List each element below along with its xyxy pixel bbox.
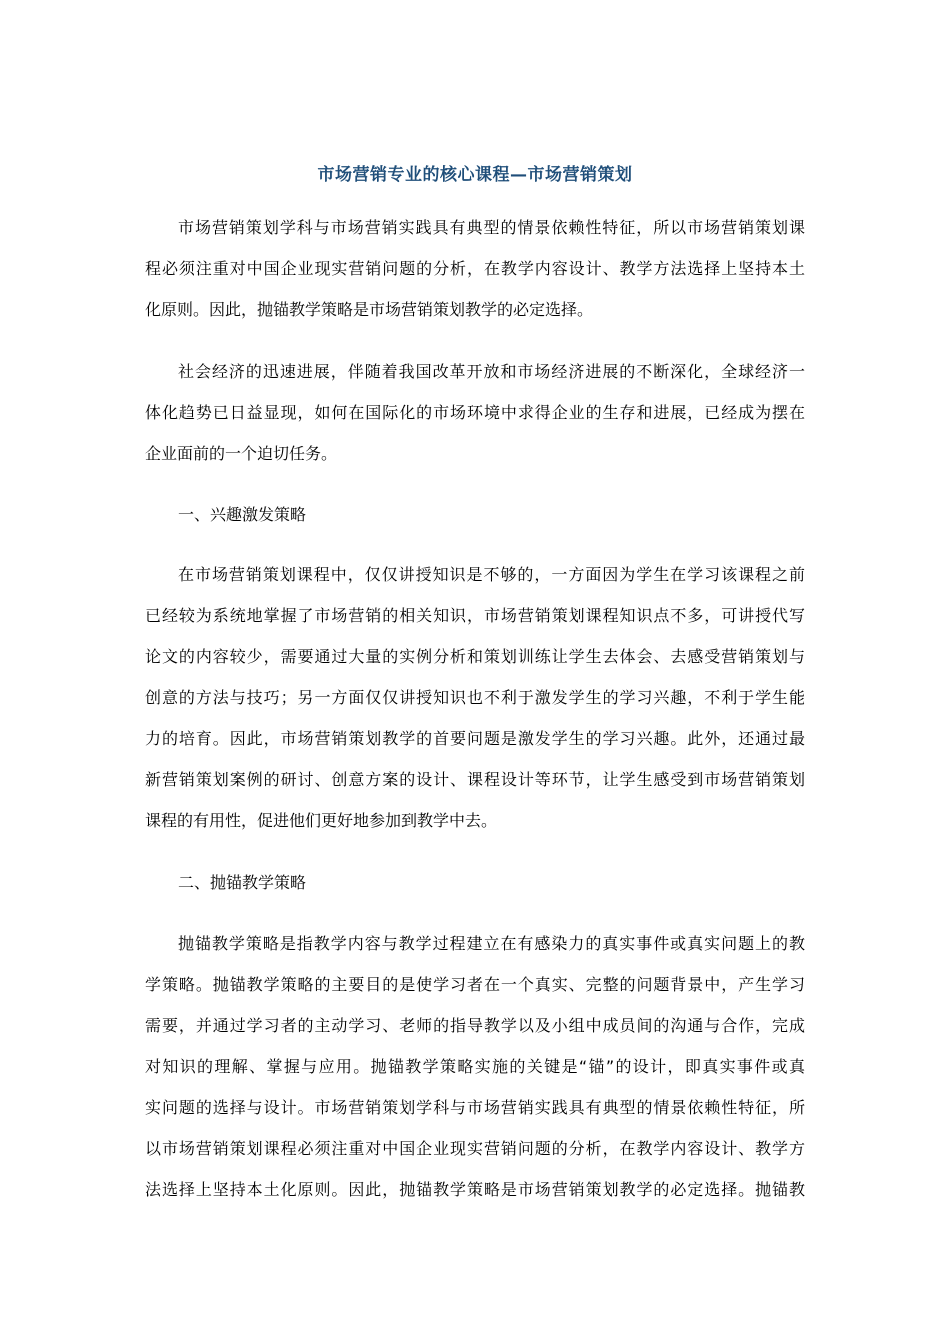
paragraph-3-line-2: 已经较为系统地掌握了市场营销的相关知识，市场营销策划课程知识点不多，可讲授代写 — [145, 606, 805, 625]
paragraph-4-line-5: 实问题的选择与设计。市场营销策划学科与市场营销实践具有典型的情景依赖性特征，所 — [145, 1098, 805, 1117]
paragraph-3-line-5: 力的培育。因此，市场营销策划教学的首要问题是激发学生的学习兴趣。此外，还通过最 — [145, 729, 805, 748]
paragraph-3-line-4: 创意的方法与技巧；另一方面仅仅讲授知识也不利于激发学生的学习兴趣，不利于学生能 — [145, 688, 805, 707]
paragraph-3-line-7: 课程的有用性，促进他们更好地参加到教学中去。 — [145, 811, 498, 830]
paragraph-1-line-2: 程必须注重对中国企业现实营销问题的分析，在教学内容设计、教学方法选择上坚持本土 — [145, 259, 805, 278]
paragraph-3-line-3: 论文的内容较少，需要通过大量的实例分析和策划训练让学生去体会、去感受营销策划与 — [145, 647, 805, 666]
paragraph-4-line-1: 抛锚教学策略是指教学内容与教学过程建立在有感染力的真实事件或真实问题上的教 — [178, 934, 805, 953]
document-title: 市场营销专业的核心课程—市场营销策划 — [317, 165, 633, 185]
paragraph-3-line-1: 在市场营销策划课程中，仅仅讲授知识是不够的，一方面因为学生在学习该课程之前 — [178, 565, 805, 584]
paragraph-2-line-2: 体化趋势已日益显现，如何在国际化的市场环境中求得企业的生存和进展，已经成为摆在 — [145, 403, 805, 422]
paragraph-4-line-7: 法选择上坚持本土化原则。因此，抛锚教学策略是市场营销策划教学的必定选择。抛锚教 — [145, 1180, 805, 1199]
section-heading-1: 一、兴趣激发策略 — [178, 505, 307, 524]
paragraph-4-line-2: 学策略。抛锚教学策略的主要目的是使学习者在一个真实、完整的问题背景中，产生学习 — [145, 975, 805, 994]
paragraph-1-line-1: 市场营销策划学科与市场营销实践具有典型的情景依赖性特征，所以市场营销策划课 — [178, 218, 805, 237]
paragraph-4-line-3: 需要，并通过学习者的主动学习、老师的指导教学以及小组中成员间的沟通与合作，完成 — [145, 1016, 805, 1035]
paragraph-4-line-4: 对知识的理解、掌握与应用。抛锚教学策略实施的关键是“锚”的设计，即真实事件或真 — [145, 1057, 805, 1076]
section-heading-2: 二、抛锚教学策略 — [178, 873, 307, 892]
paragraph-2-line-3: 企业面前的一个迫切任务。 — [145, 444, 338, 463]
paragraph-3-line-6: 新营销策划案例的研讨、创意方案的设计、课程设计等环节，让学生感受到市场营销策划 — [145, 770, 805, 789]
paragraph-4-line-6: 以市场营销策划课程必须注重对中国企业现实营销问题的分析，在教学内容设计、教学方 — [145, 1139, 805, 1158]
paragraph-2-line-1: 社会经济的迅速进展，伴随着我国改革开放和市场经济进展的不断深化，全球经济一 — [178, 362, 805, 381]
paragraph-1-line-3: 化原则。因此，抛锚教学策略是市场营销策划教学的必定选择。 — [145, 300, 594, 319]
